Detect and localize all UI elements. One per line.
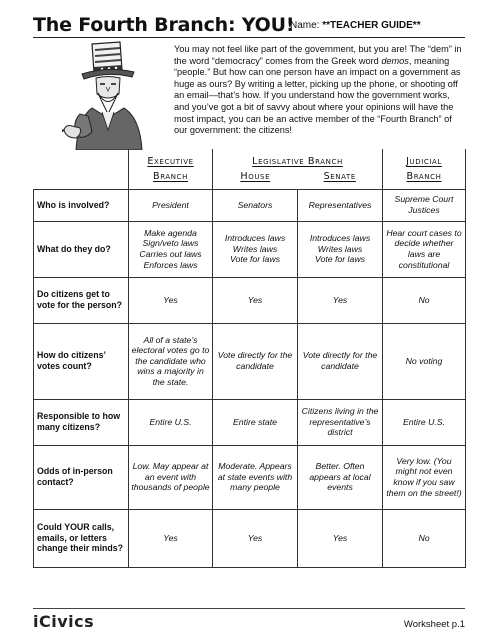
table-row bbox=[34, 277, 466, 323]
row-answer-cell: Entire state bbox=[213, 399, 298, 445]
intro-text-1: You may not feel like part of the government, but you are! The “dem” in the word “democracy” comes from the Greek word bbox=[174, 44, 462, 66]
row-answer-cell: Citizens living in the representative’s district bbox=[298, 399, 383, 445]
page-title: The Fourth Branch: YOU! bbox=[33, 14, 295, 36]
row-answer-cell: Introduces laws Writes laws Vote for laws bbox=[213, 221, 298, 277]
row-answer-cell: Yes bbox=[213, 509, 298, 567]
table-body bbox=[34, 189, 466, 567]
icivics-logo: iCivics bbox=[33, 612, 95, 631]
uncle-sam-illustration bbox=[62, 40, 162, 150]
table-row bbox=[34, 399, 466, 445]
table-row bbox=[34, 509, 466, 567]
row-answer-cell: Low. May appear at an event with thousands of people bbox=[129, 445, 213, 509]
table-header-row bbox=[34, 149, 466, 189]
row-answer-cell: Hear court cases to decide whether laws are constitutional bbox=[383, 221, 466, 277]
header-legislative: Legislative Branch House Senate bbox=[213, 149, 383, 189]
row-question: Odds of in-person contact? bbox=[34, 445, 129, 509]
row-answer-cell: Entire U.S. bbox=[129, 399, 213, 445]
intro-italic-word: demos bbox=[381, 55, 409, 66]
name-label: Name: bbox=[290, 20, 320, 31]
row-answer-cell: President bbox=[129, 189, 213, 221]
page-number: Worksheet p.1 bbox=[403, 619, 465, 630]
row-answer-cell: Yes bbox=[129, 277, 213, 323]
title-rule bbox=[33, 37, 465, 38]
row-question: What do they do? bbox=[34, 221, 129, 277]
table-row bbox=[34, 221, 466, 277]
row-question: How do citizens’ votes count? bbox=[34, 323, 129, 399]
row-answer-cell: Supreme Court Justices bbox=[383, 189, 466, 221]
row-answer-cell: Vote directly for the candidate bbox=[213, 323, 298, 399]
row-answer-cell: All of a state’s electoral votes go to the candidate who wins a majority in the state. bbox=[129, 323, 213, 399]
row-answer-cell: No bbox=[383, 277, 466, 323]
header-blank-cell bbox=[34, 149, 129, 189]
header-house: House bbox=[240, 170, 271, 182]
footer-rule bbox=[33, 608, 465, 609]
row-answer-cell: Make agenda Sign/veto laws Carries out laws Enforces laws bbox=[129, 221, 213, 277]
header-senate: Senate bbox=[323, 170, 356, 182]
row-question: Who is involved? bbox=[34, 189, 129, 221]
table-row bbox=[34, 323, 466, 399]
intro-paragraph bbox=[174, 44, 466, 137]
branches-table bbox=[33, 149, 466, 568]
row-answer-cell: Yes bbox=[298, 509, 383, 567]
name-line bbox=[290, 20, 421, 31]
row-answer-cell: Better. Often appears at local events bbox=[298, 445, 383, 509]
row-question: Responsible to how many citizens? bbox=[34, 399, 129, 445]
name-value: **TEACHER GUIDE** bbox=[322, 20, 421, 31]
row-answer-cell: No bbox=[383, 509, 466, 567]
row-answer-cell: Moderate. Appears at state events with many people bbox=[213, 445, 298, 509]
row-answer-cell: Entire U.S. bbox=[383, 399, 466, 445]
row-question: Do citizens get to vote for the person? bbox=[34, 277, 129, 323]
row-answer-cell: Senators bbox=[213, 189, 298, 221]
row-answer-cell: Yes bbox=[298, 277, 383, 323]
row-answer-cell: Yes bbox=[129, 509, 213, 567]
row-answer-cell: Vote directly for the candidate bbox=[298, 323, 383, 399]
table-row bbox=[34, 445, 466, 509]
row-answer-cell: Representatives bbox=[298, 189, 383, 221]
table-row bbox=[34, 189, 466, 221]
row-question: Could YOUR calls, emails, or letters change their minds? bbox=[34, 509, 129, 567]
row-answer-cell: Introduces laws Writes laws Vote for laws bbox=[298, 221, 383, 277]
intro-text-2: , meaning “people.” But how can one person have an impact on a government as huge as ours? By writing a letter, picking up the phone, or shooting off an email—that’s how. If you understand how the government works, and you’ve got a bit of savvy about where your opinions will have the most impact, you can be an active member of the “Fourth Branch” of our government: the citizens! bbox=[174, 55, 461, 136]
row-answer-cell: Yes bbox=[213, 277, 298, 323]
row-answer-cell: No voting bbox=[383, 323, 466, 399]
header-judicial: Judicial Branch bbox=[383, 149, 466, 189]
row-answer-cell: Very low. (You might not even know if you saw them on the street!) bbox=[383, 445, 466, 509]
header-executive: Executive Branch bbox=[129, 149, 213, 189]
